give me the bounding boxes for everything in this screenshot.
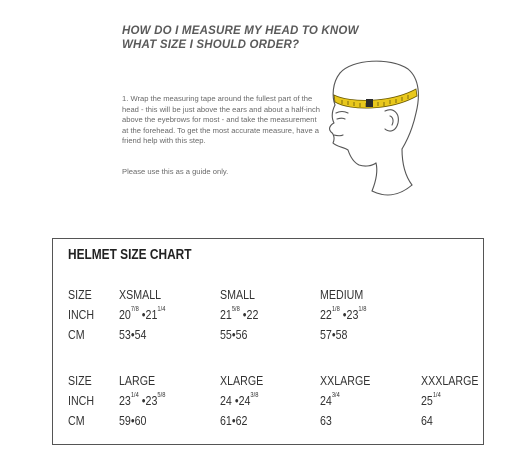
size-inch: $25^{1/4}$ — [421, 392, 441, 408]
head-measuring-illustration — [310, 55, 425, 210]
chart-title: HELMET SIZE CHART — [68, 247, 192, 263]
row-label-inch: INCH — [68, 393, 95, 408]
page-heading: HOW DO I MEASURE MY HEAD TO KNOW WHAT SIZE I SHOULD ORDER? — [122, 25, 359, 51]
measuring-tape — [334, 89, 417, 108]
size-inch: $22^{1/8}$ $•23^{1/8}$ — [320, 306, 367, 322]
size-name: XSMALL — [119, 287, 162, 302]
row-label-inch: INCH — [68, 307, 95, 322]
helmet-size-chart — [52, 238, 484, 445]
guide-note: Please use this as a guide only. — [122, 167, 229, 176]
row-label-size: SIZE — [68, 373, 92, 388]
size-cm: 61•62 — [220, 413, 248, 428]
row-label-cm: CM — [68, 413, 85, 428]
measuring-instructions: 1. Wrap the measuring tape around the fullest part of the head - this will be just above the ears and about a half-inch above the eyebrows for most - and take the measurement at the forehead. To get the most accurate measure, have a friend help with this step. — [122, 94, 320, 146]
size-cm: 64 — [421, 413, 433, 428]
size-name: LARGE — [119, 373, 156, 388]
row-label-cm: CM — [68, 327, 85, 342]
size-name: XXLARGE — [320, 373, 371, 388]
size-cm: 55•56 — [220, 327, 248, 342]
size-name: XLARGE — [220, 373, 264, 388]
size-inch: 24 $•24^{3/8}$ — [220, 392, 259, 408]
size-inch: $20^{7/8}$ $•21^{1/4}$ — [119, 306, 166, 322]
size-inch: $24^{3/4}$ — [320, 392, 340, 408]
size-inch: $23^{1/4}$ $•23^{5/8}$ — [119, 392, 166, 408]
size-cm: 59•60 — [119, 413, 147, 428]
size-inch: $21^{5/8}$ •22 — [220, 306, 259, 322]
size-name: SMALL — [220, 287, 255, 302]
size-cm: 53•54 — [119, 327, 147, 342]
row-label-size: SIZE — [68, 287, 92, 302]
size-cm: 57•58 — [320, 327, 348, 342]
size-cm: 63 — [320, 413, 332, 428]
size-name: XXXLARGE — [421, 373, 479, 388]
size-name: MEDIUM — [320, 287, 364, 302]
